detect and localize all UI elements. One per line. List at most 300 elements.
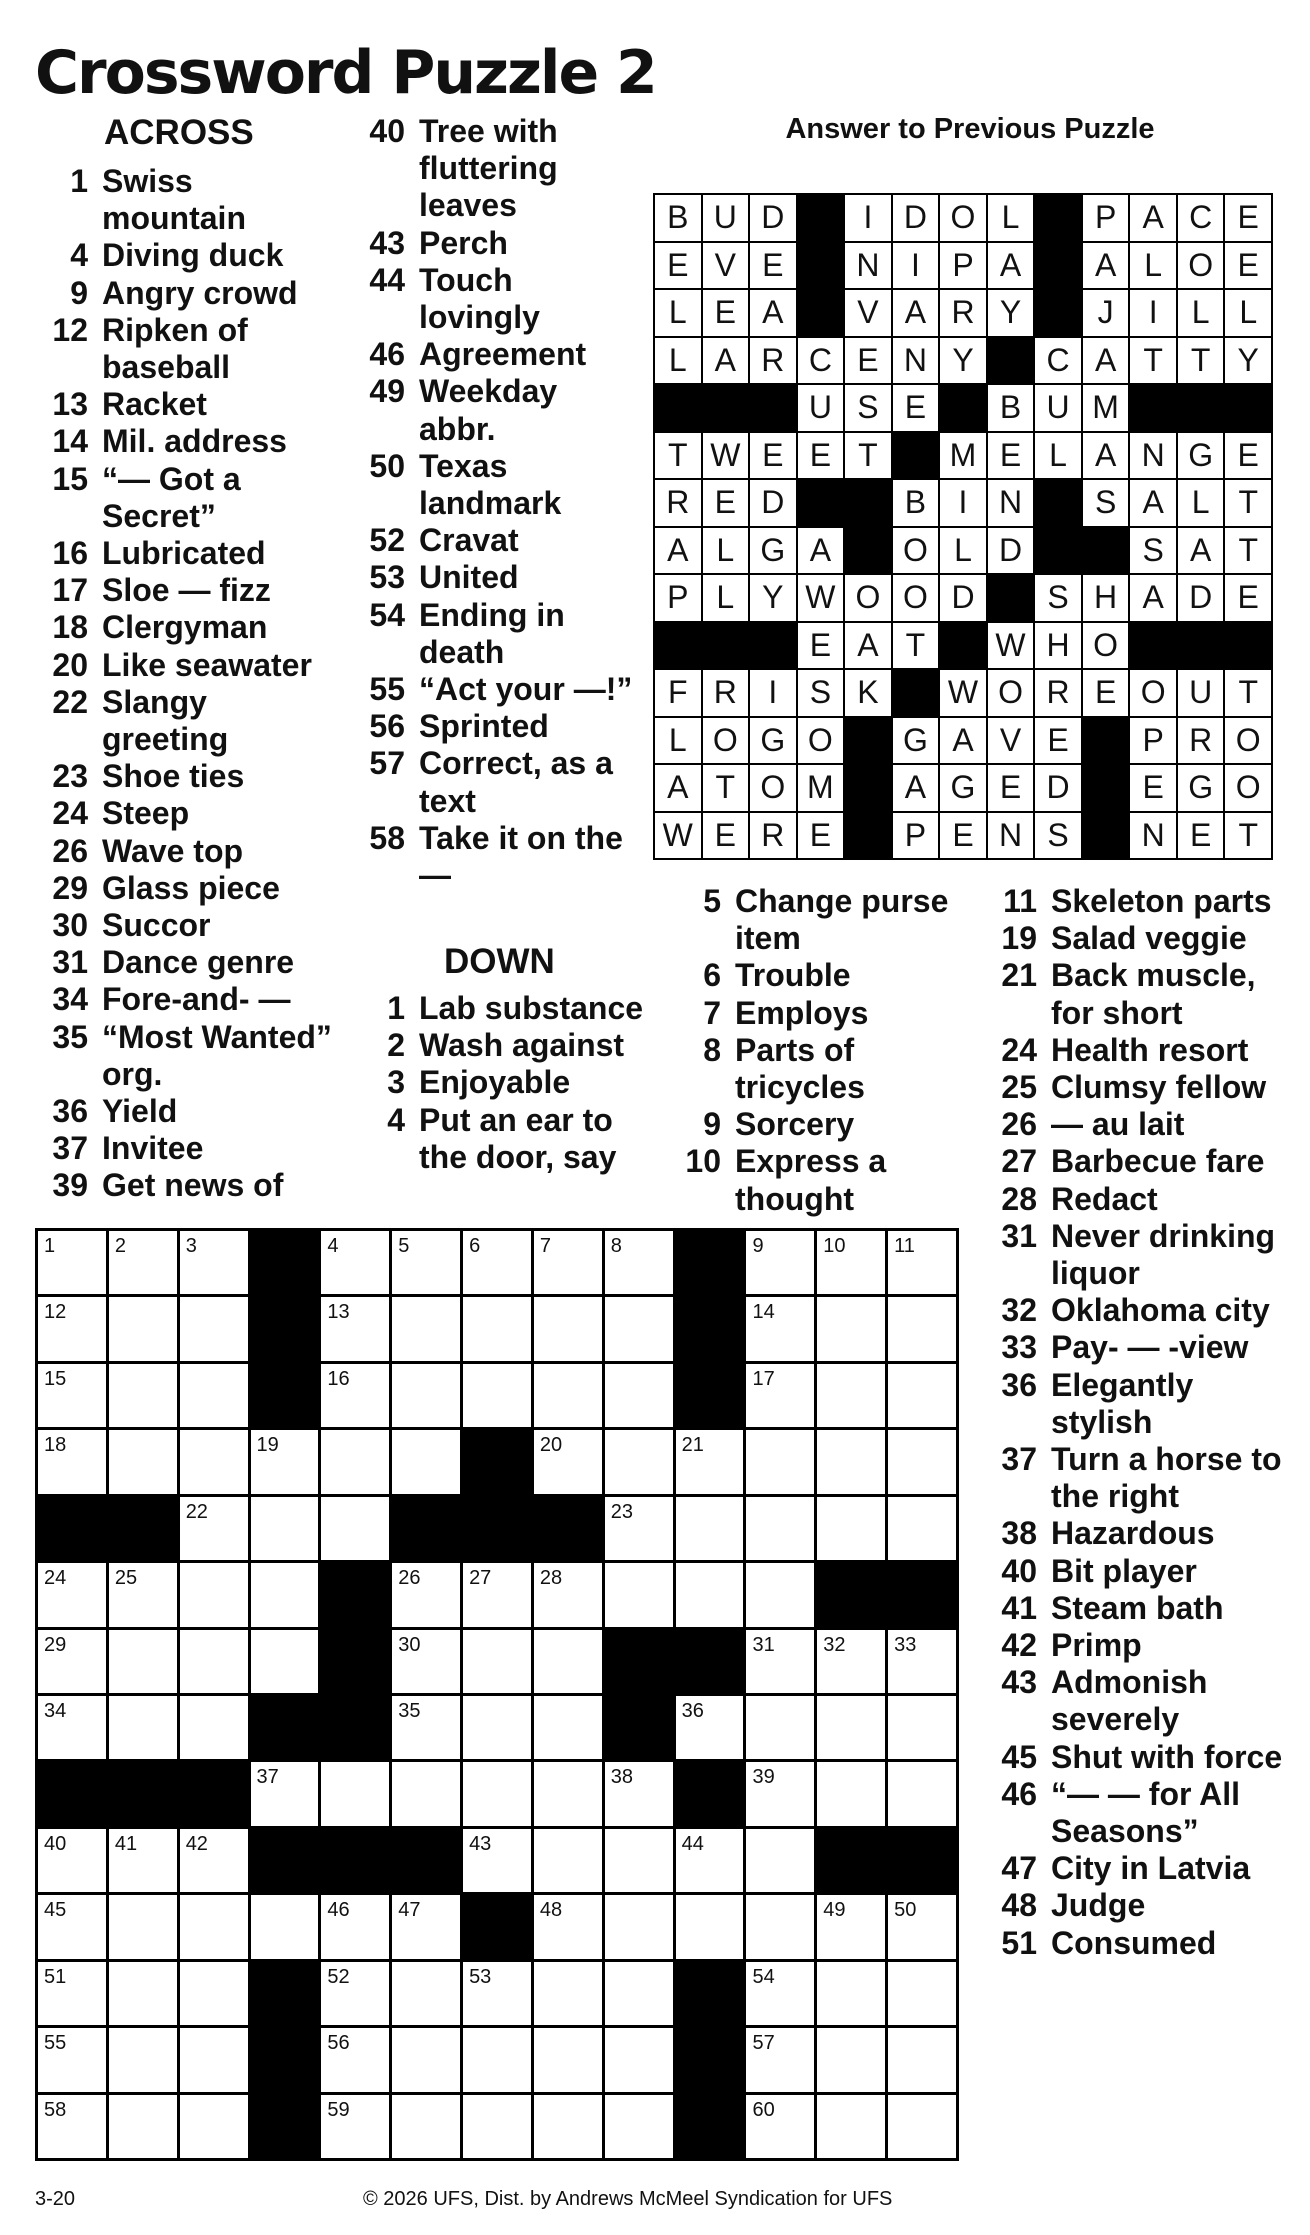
answer-letter: G [1178, 765, 1224, 811]
grid-cell[interactable] [109, 1364, 177, 1427]
answer-letter: E [703, 813, 749, 859]
black-square [180, 1762, 248, 1825]
black-square [1083, 765, 1129, 811]
grid-cell[interactable] [746, 1829, 814, 1892]
answer-letter: L [1130, 243, 1176, 289]
black-square [940, 385, 986, 431]
clue-text: Salad veggie [1051, 920, 1247, 957]
answer-letter: A [1130, 195, 1176, 241]
grid-cell[interactable] [109, 1895, 177, 1958]
grid-cell[interactable] [251, 1895, 319, 1958]
answer-letter: O [893, 528, 939, 574]
grid-cell[interactable] [321, 1497, 389, 1560]
clue-text: Oklahoma city [1051, 1292, 1270, 1329]
grid-cell[interactable] [817, 1497, 885, 1560]
clue-number: 4 [70, 237, 88, 274]
grid-cell[interactable] [888, 1364, 956, 1427]
grid-cell[interactable] [534, 2028, 602, 2091]
clue-number: 9 [703, 1106, 721, 1143]
black-square [655, 385, 701, 431]
black-square [1035, 243, 1081, 289]
grid-cell[interactable] [251, 1497, 319, 1560]
answer-letter: R [655, 480, 701, 526]
grid-cell[interactable] [888, 1231, 956, 1294]
grid-cell[interactable] [463, 1962, 531, 2025]
grid-cell[interactable] [463, 2028, 531, 2091]
grid-cell[interactable] [180, 2028, 248, 2091]
answer-letter: S [1035, 575, 1081, 621]
clue-number: 53 [369, 559, 405, 596]
grid-cell[interactable] [321, 2028, 389, 2091]
grid-cell[interactable] [534, 1762, 602, 1825]
grid-cell[interactable] [605, 1962, 673, 2025]
clue-number: 4 [387, 1101, 405, 1138]
clue-item [1001, 1738, 1286, 1776]
grid-cell[interactable] [817, 2028, 885, 2091]
clue-number: 9 [70, 274, 88, 311]
answer-letter: T [893, 623, 939, 669]
clue-text: Touch lovingly [419, 261, 540, 336]
clue-text: Wave top [102, 832, 244, 869]
grid-cell[interactable] [392, 1231, 460, 1294]
clue-item [1001, 1366, 1286, 1441]
clue-item [52, 572, 334, 609]
black-square [1035, 195, 1081, 241]
grid-cell[interactable] [392, 1297, 460, 1360]
grid-cell[interactable] [109, 1430, 177, 1493]
grid-cell[interactable] [321, 1297, 389, 1360]
black-square [940, 623, 986, 669]
grid-cell[interactable] [746, 1364, 814, 1427]
cell-number: 25 [114, 1567, 138, 1590]
grid-cell[interactable] [321, 1895, 389, 1958]
grid-cell[interactable] [463, 1297, 531, 1360]
answer-letter: F [655, 670, 701, 716]
grid-cell[interactable] [109, 2095, 177, 2158]
grid-cell[interactable] [605, 1430, 673, 1493]
clue-item [1001, 1143, 1286, 1180]
clue-number: 51 [1001, 1924, 1037, 1961]
grid-cell[interactable] [180, 1364, 248, 1427]
grid-cell[interactable] [180, 1895, 248, 1958]
clue-item [52, 981, 334, 1018]
answer-letter: T [1225, 670, 1271, 716]
grid-cell[interactable] [180, 1962, 248, 2025]
answer-letter: S [845, 385, 891, 431]
grid-cell[interactable] [321, 1762, 389, 1825]
clue-number: 15 [52, 460, 88, 497]
cell-number: 59 [327, 2098, 350, 2121]
answer-letter: E [1035, 718, 1081, 764]
grid-cell[interactable] [38, 1430, 106, 1493]
answer-letter: L [1178, 290, 1224, 336]
grid-cell[interactable] [180, 2095, 248, 2158]
cell-number: 56 [327, 2032, 350, 2055]
grid-cell[interactable] [38, 2095, 106, 2158]
grid-cell[interactable] [392, 1762, 460, 1825]
grid-cell[interactable] [38, 1297, 106, 1360]
grid-cell[interactable] [746, 1231, 814, 1294]
black-square [888, 1829, 956, 1892]
black-square [251, 1696, 319, 1759]
grid-cell[interactable] [534, 1630, 602, 1693]
answer-letter: W [940, 670, 986, 716]
clue-text: Health resort [1051, 1031, 1249, 1068]
clue-item [703, 957, 975, 994]
grid-cell[interactable] [180, 1231, 248, 1294]
grid-cell[interactable] [605, 1762, 673, 1825]
black-square [888, 1563, 956, 1626]
grid-cell[interactable] [109, 1297, 177, 1360]
grid-cell[interactable] [888, 1696, 956, 1759]
grid-cell[interactable] [888, 1630, 956, 1693]
grid-cell[interactable] [321, 2095, 389, 2158]
black-square [798, 290, 844, 336]
grid-cell[interactable] [38, 1829, 106, 1892]
grid-cell[interactable] [534, 1962, 602, 2025]
grid-cell[interactable] [392, 1962, 460, 2025]
clue-item [1001, 1069, 1286, 1106]
grid-cell[interactable] [534, 1696, 602, 1759]
answer-letter: O [1083, 623, 1129, 669]
answer-letter: E [798, 623, 844, 669]
grid-cell[interactable] [746, 1497, 814, 1560]
grid-cell[interactable] [676, 1497, 744, 1560]
clue-text: Sloe — fizz [102, 572, 271, 609]
grid-cell[interactable] [392, 2095, 460, 2158]
cell-number: 46 [327, 1899, 350, 1922]
answer-letter: V [845, 290, 891, 336]
answer-letter: R [703, 670, 749, 716]
black-square [1225, 385, 1271, 431]
cell-number: 26 [398, 1567, 421, 1590]
clue-text: Shut with force [1051, 1738, 1283, 1775]
grid-cell[interactable] [817, 2095, 885, 2158]
answer-letter: P [1083, 195, 1129, 241]
grid-cell[interactable] [888, 1895, 956, 1958]
grid-cell[interactable] [463, 1563, 531, 1626]
clue-text: — au lait [1051, 1106, 1185, 1143]
clue-item [70, 163, 334, 237]
grid-cell[interactable] [817, 1231, 885, 1294]
grid-cell[interactable] [534, 2095, 602, 2158]
cell-number: 33 [894, 1633, 917, 1656]
grid-cell[interactable] [676, 1895, 744, 1958]
clue-number: 36 [1001, 1366, 1037, 1403]
answer-letter: O [1178, 243, 1224, 289]
grid-cell[interactable] [888, 1762, 956, 1825]
answer-letter: E [1225, 243, 1271, 289]
black-square [1035, 290, 1081, 336]
black-square [392, 1497, 460, 1560]
down-header: DOWN [444, 942, 555, 981]
black-square [988, 338, 1034, 384]
grid-cell[interactable] [392, 1895, 460, 1958]
grid-cell[interactable] [109, 1630, 177, 1693]
cell-number: 16 [327, 1367, 350, 1390]
grid-cell[interactable] [746, 1762, 814, 1825]
grid-cell[interactable] [38, 1364, 106, 1427]
grid-cell[interactable] [817, 1696, 885, 1759]
answer-letter: G [893, 718, 939, 764]
clue-text: Consumed [1051, 1924, 1217, 1961]
answer-letter: C [1178, 195, 1224, 241]
grid-cell[interactable] [392, 1430, 460, 1493]
grid-cell[interactable] [817, 1895, 885, 1958]
clue-number: 56 [369, 708, 405, 745]
black-square [703, 385, 749, 431]
grid-cell[interactable] [746, 1297, 814, 1360]
black-square [251, 1297, 319, 1360]
clue-item [369, 745, 639, 819]
grid-cell[interactable] [180, 1297, 248, 1360]
clue-text: Clergyman [102, 609, 268, 646]
clue-item [52, 386, 334, 423]
grid-cell[interactable] [463, 1696, 531, 1759]
black-square [676, 2028, 744, 2091]
grid-cell[interactable] [321, 1430, 389, 1493]
answer-letter: Y [940, 338, 986, 384]
grid-cell[interactable] [180, 1430, 248, 1493]
grid-cell[interactable] [180, 1630, 248, 1693]
grid-cell[interactable] [746, 1962, 814, 2025]
grid-cell[interactable] [321, 1364, 389, 1427]
clue-number: 18 [52, 609, 88, 646]
grid-cell[interactable] [534, 1297, 602, 1360]
grid-cell[interactable] [676, 1829, 744, 1892]
grid-cell[interactable] [676, 1696, 744, 1759]
grid-cell[interactable] [746, 1630, 814, 1693]
grid-cell[interactable] [109, 1563, 177, 1626]
grid-cell[interactable] [392, 1630, 460, 1693]
across-header: ACROSS [104, 113, 254, 152]
answer-letter: S [1083, 480, 1129, 526]
answer-letter: E [988, 433, 1034, 479]
clue-number: 45 [1001, 1738, 1037, 1775]
grid-cell[interactable] [534, 1829, 602, 1892]
grid-cell[interactable] [746, 1696, 814, 1759]
clue-item [52, 683, 334, 758]
answer-letter: A [655, 765, 701, 811]
clue-text: Never drinking liquor [1051, 1217, 1276, 1292]
clue-number: 24 [52, 795, 88, 832]
grid-cell[interactable] [746, 1430, 814, 1493]
grid-cell[interactable] [38, 1231, 106, 1294]
grid-cell[interactable] [746, 1563, 814, 1626]
clue-text: Hazardous [1051, 1515, 1215, 1552]
clue-text: United [419, 559, 519, 596]
answer-letter: G [1178, 433, 1224, 479]
clue-number: 29 [52, 869, 88, 906]
grid-cell[interactable] [251, 1430, 319, 1493]
cell-number: 53 [469, 1965, 492, 1988]
grid-cell[interactable] [605, 1895, 673, 1958]
cell-number: 36 [681, 1699, 704, 1722]
grid-cell[interactable] [817, 1430, 885, 1493]
grid-cell[interactable] [605, 1497, 673, 1560]
grid-cell[interactable] [463, 1829, 531, 1892]
grid-cell[interactable] [463, 1762, 531, 1825]
answer-letter: L [703, 575, 749, 621]
answer-letter: T [703, 765, 749, 811]
grid-cell[interactable] [109, 1231, 177, 1294]
grid-cell[interactable] [463, 1231, 531, 1294]
answer-letter: A [655, 528, 701, 574]
clue-number: 23 [52, 758, 88, 795]
grid-cell[interactable] [605, 1563, 673, 1626]
clue-item [1001, 1292, 1286, 1329]
clue-text: Mil. address [102, 423, 287, 460]
grid-cell[interactable] [534, 1364, 602, 1427]
answer-letter: T [1225, 813, 1271, 859]
grid-cell[interactable] [321, 1231, 389, 1294]
clue-item [52, 1018, 334, 1093]
grid-cell[interactable] [251, 1762, 319, 1825]
clue-number: 38 [1001, 1515, 1037, 1552]
clue-item [52, 758, 334, 795]
answer-letter: G [940, 765, 986, 811]
clue-number: 47 [1001, 1850, 1037, 1887]
grid-cell[interactable] [109, 2028, 177, 2091]
grid-cell[interactable] [534, 1563, 602, 1626]
grid-cell[interactable] [676, 1430, 744, 1493]
grid-cell[interactable] [534, 1895, 602, 1958]
grid-cell[interactable] [109, 1696, 177, 1759]
cell-number: 47 [398, 1899, 421, 1922]
answer-letter: O [750, 765, 796, 811]
answer-letter: D [750, 480, 796, 526]
grid-cell[interactable] [817, 1762, 885, 1825]
grid-cell[interactable] [534, 1430, 602, 1493]
answer-letter: O [1225, 765, 1271, 811]
grid-cell[interactable] [817, 1297, 885, 1360]
answer-letter: M [1083, 385, 1129, 431]
answer-letter: O [703, 718, 749, 764]
black-square [988, 575, 1034, 621]
clue-number: 24 [1001, 1031, 1037, 1068]
page-code: 3-20 [35, 2188, 76, 2210]
grid-cell[interactable] [676, 1563, 744, 1626]
answer-letter: V [988, 718, 1034, 764]
clue-text: Elegantly stylish [1051, 1366, 1194, 1440]
black-square [251, 1231, 319, 1294]
grid-cell[interactable] [392, 1364, 460, 1427]
grid-cell[interactable] [180, 1696, 248, 1759]
clue-number: 32 [1001, 1292, 1037, 1329]
grid-cell[interactable] [251, 1563, 319, 1626]
black-square [321, 1829, 389, 1892]
grid-cell[interactable] [605, 1364, 673, 1427]
clue-number: 31 [1001, 1217, 1037, 1254]
grid-cell[interactable] [38, 1630, 106, 1693]
grid-cell[interactable] [463, 2095, 531, 2158]
black-square [534, 1497, 602, 1560]
grid-cell[interactable] [817, 1962, 885, 2025]
grid-cell[interactable] [38, 1962, 106, 2025]
black-square [703, 623, 749, 669]
grid-cell[interactable] [817, 1364, 885, 1427]
answer-letter: I [893, 243, 939, 289]
grid-cell[interactable] [463, 1630, 531, 1693]
black-square [676, 1630, 744, 1693]
answer-letter: U [798, 385, 844, 431]
black-square [676, 1364, 744, 1427]
grid-cell[interactable] [746, 1895, 814, 1958]
clue-number: 31 [52, 944, 88, 981]
grid-cell[interactable] [463, 1364, 531, 1427]
grid-cell[interactable] [38, 1563, 106, 1626]
answer-letter: Y [1225, 338, 1271, 384]
grid-cell[interactable] [109, 1962, 177, 2025]
grid-cell[interactable] [888, 2028, 956, 2091]
answer-letter: A [940, 718, 986, 764]
grid-cell[interactable] [321, 1962, 389, 2025]
cell-number: 1 [44, 1235, 56, 1257]
grid-cell[interactable] [605, 1297, 673, 1360]
grid-cell[interactable] [180, 1829, 248, 1892]
clue-text: Clumsy fellow [1051, 1069, 1267, 1106]
grid-cell[interactable] [605, 1231, 673, 1294]
black-square [750, 623, 796, 669]
grid-cell[interactable] [180, 1563, 248, 1626]
grid-cell[interactable] [251, 1630, 319, 1693]
grid-cell[interactable] [392, 2028, 460, 2091]
grid-cell[interactable] [746, 2028, 814, 2091]
clue-number: 17 [52, 572, 88, 609]
black-square [251, 1829, 319, 1892]
clue-item [1001, 1552, 1286, 1590]
answer-letter: T [655, 433, 701, 479]
across-clues-column-2 [369, 113, 639, 894]
grid-cell[interactable] [817, 1630, 885, 1693]
cell-number: 20 [539, 1434, 563, 1457]
grid-cell[interactable] [180, 1497, 248, 1560]
grid-cell[interactable] [746, 2095, 814, 2158]
grid-cell[interactable] [888, 1297, 956, 1360]
grid-cell[interactable] [888, 1497, 956, 1560]
black-square [655, 623, 701, 669]
clue-item [52, 646, 334, 684]
grid-cell[interactable] [605, 1829, 673, 1892]
cell-number: 52 [327, 1965, 350, 1988]
grid-cell[interactable] [38, 2028, 106, 2091]
grid-cell[interactable] [888, 2095, 956, 2158]
black-square [251, 2095, 319, 2158]
clue-item [1001, 1924, 1286, 1962]
grid-cell[interactable] [888, 1962, 956, 2025]
grid-cell[interactable] [38, 1895, 106, 1958]
clue-item [1001, 920, 1286, 957]
grid-cell[interactable] [392, 1563, 460, 1626]
answer-letter: A [1130, 480, 1176, 526]
grid-cell[interactable] [109, 1829, 177, 1892]
answer-letter: A [1130, 575, 1176, 621]
grid-cell[interactable] [534, 1231, 602, 1294]
grid-cell[interactable] [38, 1696, 106, 1759]
grid-cell[interactable] [888, 1430, 956, 1493]
answer-letter: Y [988, 290, 1034, 336]
answer-letter: L [988, 195, 1034, 241]
grid-cell[interactable] [605, 2095, 673, 2158]
clue-text: Dance genre [102, 944, 295, 981]
grid-cell[interactable] [605, 2028, 673, 2091]
cell-number: 8 [610, 1235, 622, 1257]
clue-number: 6 [703, 957, 721, 994]
clue-item [369, 671, 639, 708]
cell-number: 12 [44, 1301, 67, 1324]
grid-cell[interactable] [392, 1696, 460, 1759]
clue-number: 11 [1003, 883, 1037, 919]
